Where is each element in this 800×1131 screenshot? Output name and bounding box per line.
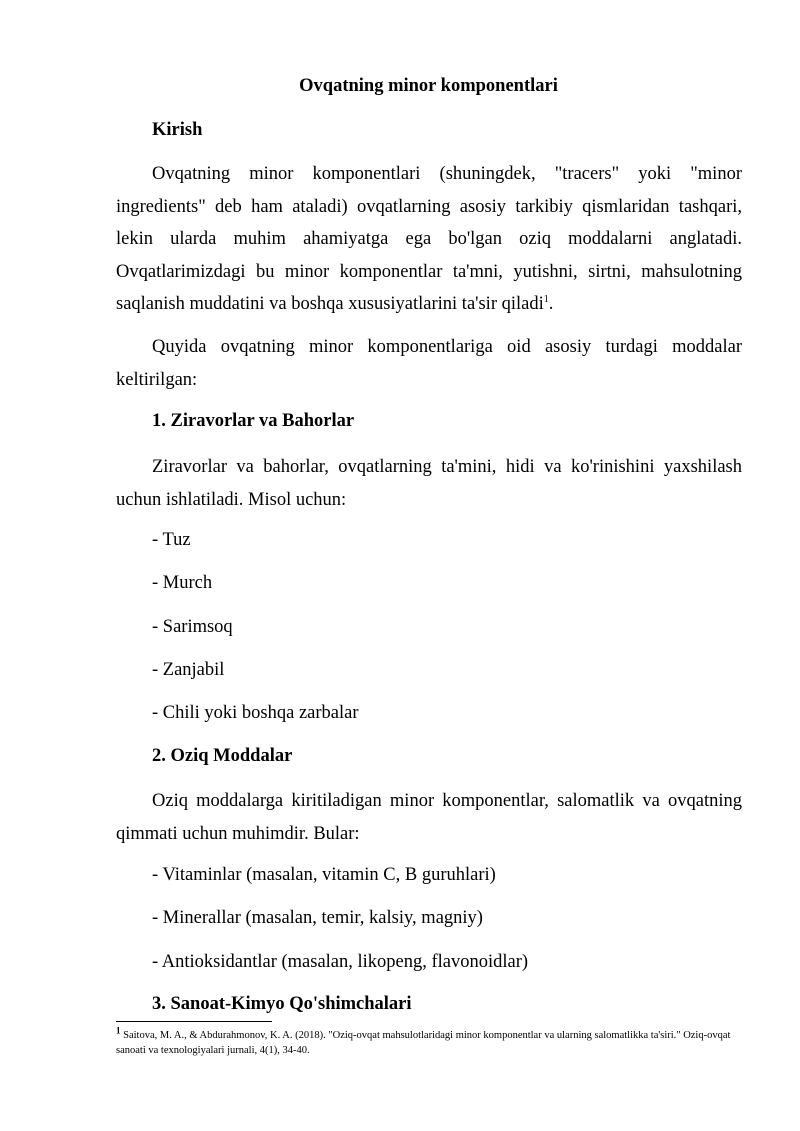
section-paragraph-text: Oziq moddalarga kiritiladigan minor komponentlar, salomatlik va ovqatning qimmati uchun muhimdir. Bular: xyxy=(116,791,742,844)
footnote xyxy=(116,1025,742,1058)
intro-heading: Kirish xyxy=(152,120,203,140)
list-item: - Chili yoki boshqa zarbalar xyxy=(152,703,359,723)
footnote-separator xyxy=(116,1021,272,1022)
section-heading: 1. Ziravorlar va Bahorlar xyxy=(152,411,355,431)
footnote-text: Saitova, M. A., & Abdurahmonov, K. A. (2018). "Oziq-ovqat mahsulotlaridagi minor komponentlar va ularning salomatlikka ta'siri." Oziq-ovqat sanoati va texnologiyalari jurnali, 4(1), 34-40. xyxy=(116,1030,731,1056)
section-paragraph xyxy=(116,785,742,850)
intro-paragraph xyxy=(116,158,742,321)
list-intro-text: Quyida ovqatning minor komponentlariga oid asosiy turdagi moddalar keltirilgan: xyxy=(116,337,742,390)
footnote-mark: 1 xyxy=(116,1025,121,1036)
list-item: - Vitaminlar (masalan, vitamin C, B guruhlari) xyxy=(152,865,496,885)
footnote-reference: 1 xyxy=(543,293,549,305)
intro-paragraph-end: . xyxy=(548,294,554,314)
list-item: - Antioksidantlar (masalan, likopeng, flavonoidlar) xyxy=(152,952,529,972)
list-item: - Tuz xyxy=(152,530,191,550)
document-title: Ovqatning minor komponentlari xyxy=(299,76,558,96)
list-item: - Murch xyxy=(152,573,213,593)
intro-paragraph-text: Ovqatning minor komponentlari (shuningdek, "tracers" yoki "minor ingredients" deb ham ataladi) ovqatlarning asosiy tarkibiy qismlaridan tashqari, lekin ularda muhim ahamiyatga ega bo'lgan oziq moddalarni anglatadi. Ovqatlarimizdagi bu minor komponentlar ta'mni, yutishni, sirtni, mahsulotning saqlanish muddatini va boshqa xususiyatlarini ta'sir qiladi xyxy=(116,164,742,314)
section-heading: 3. Sanoat-Kimyo Qo'shimchalari xyxy=(152,994,412,1014)
section-paragraph-text: Ziravorlar va bahorlar, ovqatlarning ta'mini, hidi va ko'rinishini yaxshilash uchun ishlatiladi. Misol uchun: xyxy=(116,457,742,510)
list-intro-paragraph xyxy=(116,331,742,396)
list-item: - Zanjabil xyxy=(152,660,225,680)
section-heading: 2. Oziq Moddalar xyxy=(152,746,293,766)
list-item: - Minerallar (masalan, temir, kalsiy, magniy) xyxy=(152,908,483,928)
section-paragraph xyxy=(116,451,742,516)
list-item: - Sarimsoq xyxy=(152,617,233,637)
